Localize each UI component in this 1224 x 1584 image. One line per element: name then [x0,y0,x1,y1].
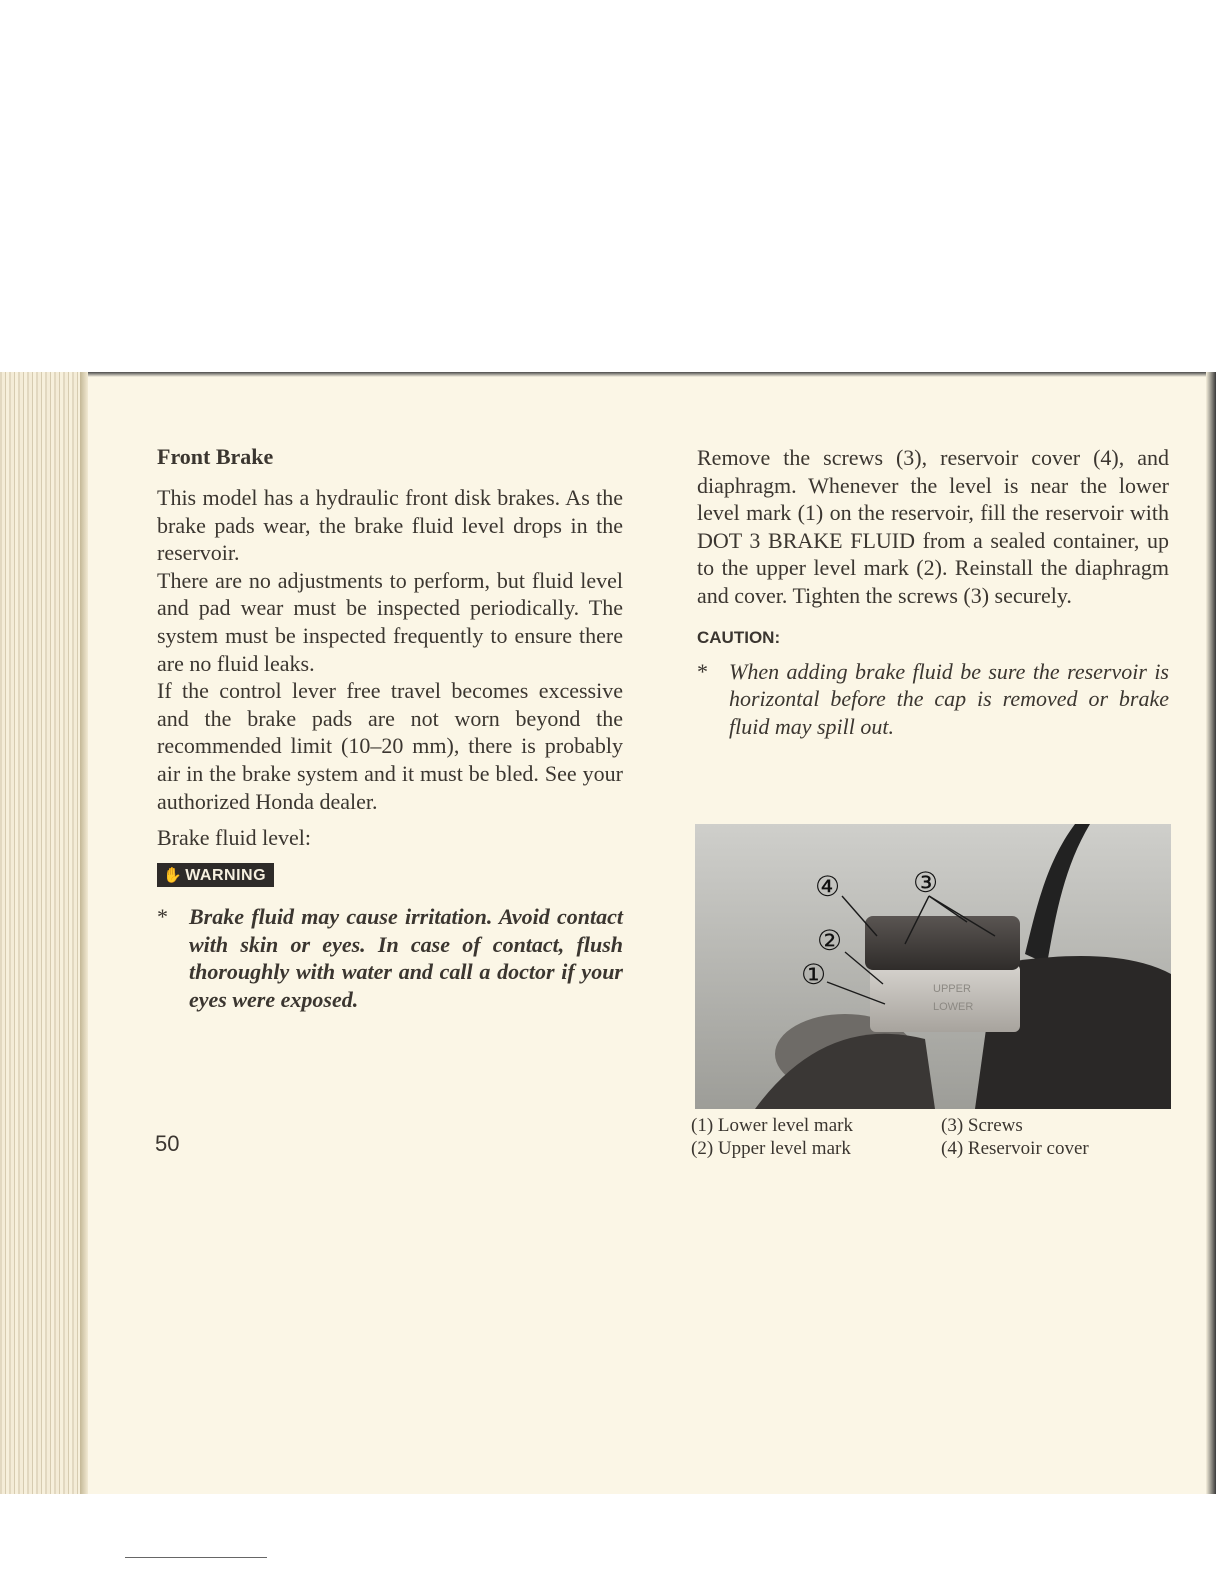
warning-badge [157,863,274,887]
callout-4: ④ [815,870,841,903]
reservoir-lower-text: LOWER [933,1001,974,1013]
brake-fluid-level-label: Brake fluid level: [157,825,311,851]
page-number: 50 [155,1131,180,1156]
caution-note [697,658,1169,741]
caption-3: (3) Screws [941,1115,1023,1136]
page-right-edge [1206,372,1216,1494]
reservoir-photo [695,824,1171,1109]
photo-captions [691,1114,1161,1160]
caution-label: CAUTION: [697,627,781,647]
left-column [157,444,623,1014]
reservoir-upper-text: UPPER [933,983,971,995]
page-top-shadow [0,372,1216,377]
caution-text: When adding brake fluid be sure the reservoir is horizontal before the cap is removed or brake fluid may spill out. [729,658,1169,739]
right-column [697,444,1169,740]
callout-2: ② [817,924,843,957]
paragraph-bleeding: If the control lever free travel becomes excessive and the brake pads are not worn beyond the recommended limit (10–20 mm), there is probably air in the brake system and it must be bled. See your authorized Honda dealer. [157,678,623,814]
warning-hand-icon: ✋ [163,867,183,885]
paragraph-refill: Remove the screws (3), reservoir cover (4), and diaphragm. Whenever the level is near the lower level mark (1) on the reservoir, fill the reservoir with DOT 3 BRAKE FLUID from a sealed container, up to the upper level mark (2). Reinstall the diaphragm and cover. Tighten the screws (3) securely. [697,445,1169,608]
page-stack-edges [0,372,82,1494]
reservoir-body [870,964,1020,1032]
callout-1: ① [801,958,827,991]
warning-note [157,903,623,1013]
caution-bullet: * [697,658,708,684]
warning-text: Brake fluid may cause irritation. Avoid contact with skin or eyes. In case of contact, flush thoroughly with water and call a doctor if your eyes were exposed. [189,904,623,1012]
reservoir-cap [865,916,1020,970]
caption-4: (4) Reservoir cover [941,1138,1089,1159]
paragraph-intro: This model has a hydraulic front disk brakes. As the brake pads wear, the brake fluid level drops in the reservoir. [157,485,623,566]
callout-3: ③ [913,866,939,899]
paragraph-inspection: There are no adjustments to perform, but fluid level and pad wear must be inspected periodically. The system must be inspected frequently to ensure there are no fluid leaks. [157,567,623,676]
section-heading: Front Brake [157,444,274,469]
warning-bullet: * [157,904,168,930]
caption-1: (1) Lower level mark [691,1115,853,1136]
scan-bottom-line [125,1557,267,1558]
caption-2: (2) Upper level mark [691,1138,851,1159]
warning-label: WARNING [185,867,267,885]
